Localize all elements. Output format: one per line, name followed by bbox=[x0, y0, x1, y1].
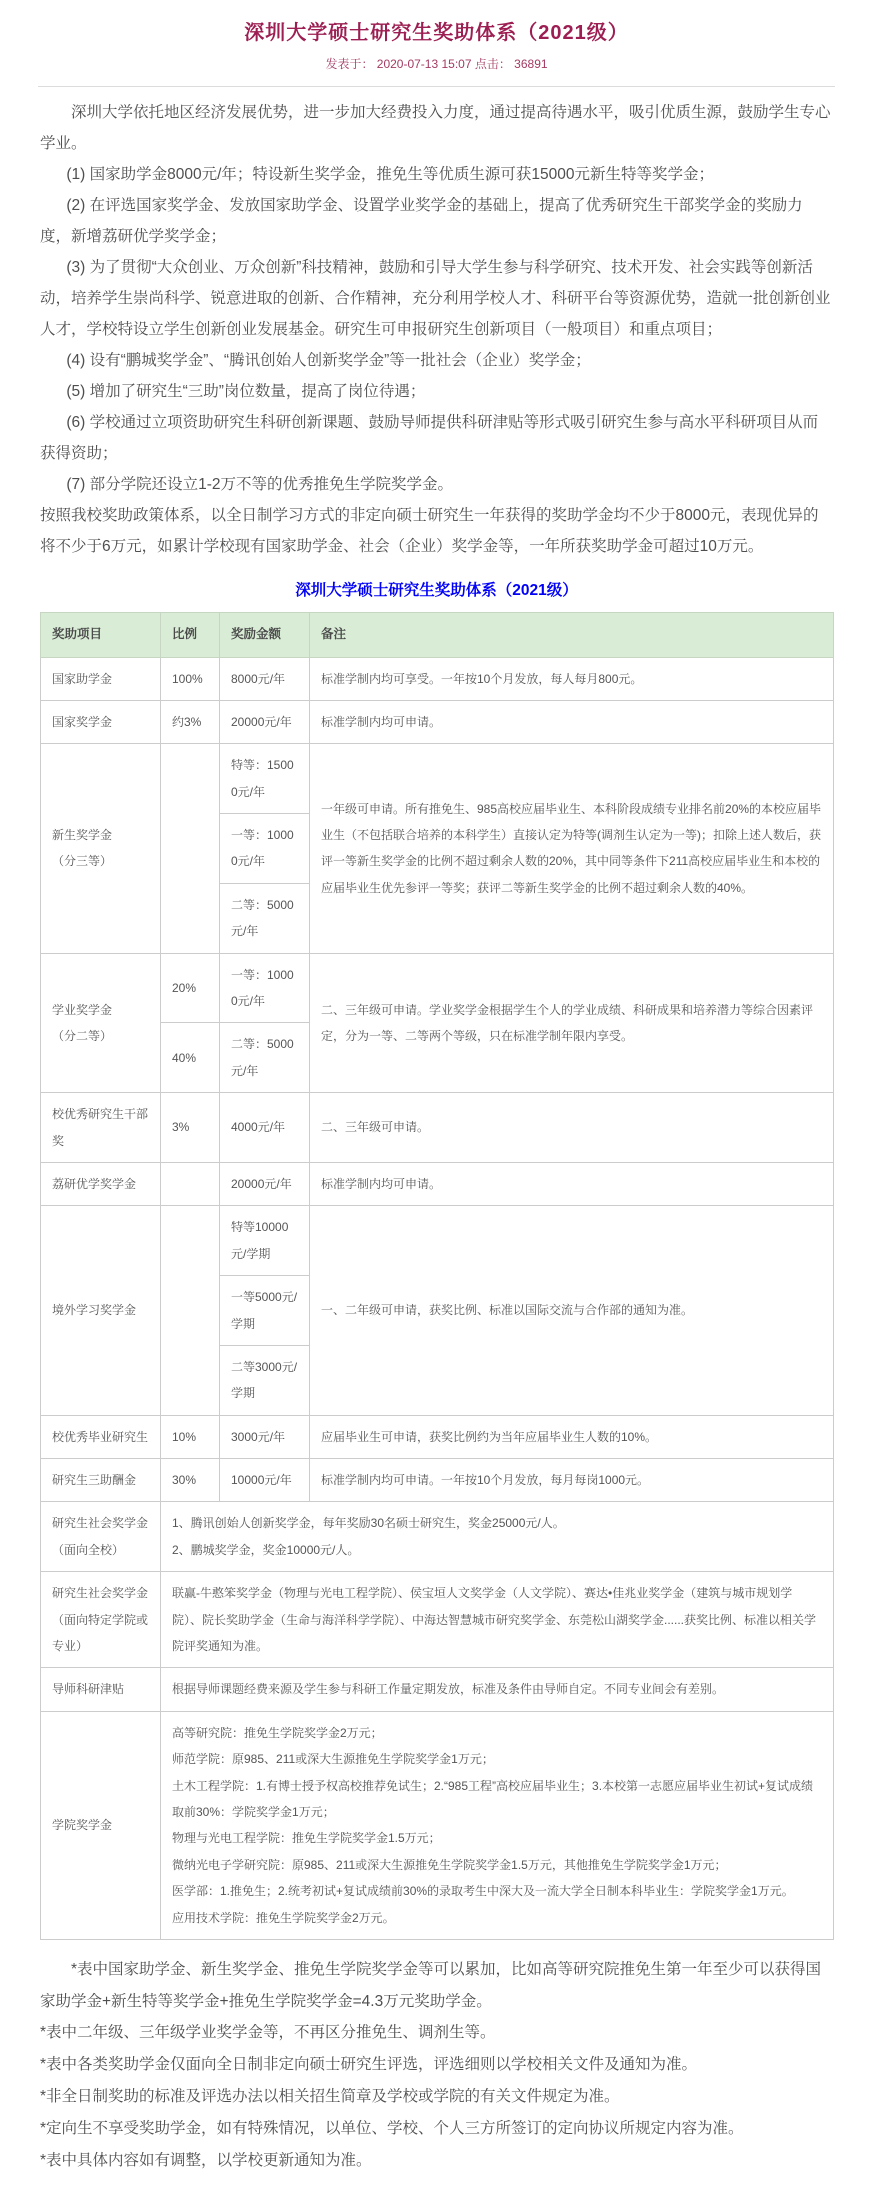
cell-amount: 二等：5000元/年 bbox=[220, 883, 310, 953]
header-cell-item: 奖助项目 bbox=[41, 613, 161, 658]
table-row bbox=[41, 1711, 834, 1939]
footnotes-section bbox=[40, 1954, 833, 2176]
page-title: 深圳大学硕士研究生奖助体系（2021级） bbox=[244, 22, 629, 44]
note-line: 应用技术学院：推免生学院奖学金2万元。 bbox=[172, 1910, 395, 1925]
table-row bbox=[41, 1415, 834, 1458]
note-line: 医学部：1.推免生；2.统考初试+复试成绩前30%的录取考生中深大及一流大学全日制本科毕业生：学院奖学金1万元。 bbox=[172, 1884, 794, 1899]
cell-amount: 特等：15000元/年 bbox=[220, 744, 310, 814]
cell-note: 标准学制内均可申请。一年按10个月发放，每月每岗1000元。 bbox=[310, 1459, 834, 1502]
cell-amount: 一等：10000元/年 bbox=[220, 814, 310, 884]
intro-section bbox=[40, 97, 833, 562]
item-label: 新生奖学金 bbox=[52, 828, 113, 843]
intro-item-5: (5) 增加了研究生“三助”岗位数量，提高了岗位待遇； bbox=[66, 383, 426, 400]
item-sublabel: （分二等） bbox=[52, 1028, 113, 1043]
intro-item-3: (3) 为了贯彻“大众创业、万众创新”科技精神，鼓励和引导大学生参与科学研究、技术开发、社会实践等创新活动，培养学生崇尚科学、锐意进取的创新、合作精神，充分利用学校人才、科研平台等资源优势，造就一批创新创业人才，学校特设立学生创新创业发展基金。研究生可申报研究生创新项目（一般项目）和重点项目； bbox=[40, 259, 831, 338]
cell-item bbox=[41, 1572, 161, 1668]
cell-note: 一、二年级可申请，获奖比例、标准以国际交流与合作部的通知为准。 bbox=[310, 1206, 834, 1415]
cell-amount: 3000元/年 bbox=[220, 1415, 310, 1458]
header-cell-note: 备注 bbox=[310, 613, 834, 658]
cell-ratio: 20% bbox=[161, 953, 220, 1023]
note-line: 土木工程学院：1.有博士授予权高校推荐免试生；2.“985工程”高校应届毕业生；3.本校第一志愿应届毕业生初试+复试成绩取前30%：学院奖学金1万元； bbox=[172, 1778, 814, 1819]
item-sublabel: （分三等） bbox=[52, 854, 113, 869]
cell-amount: 二等：5000元/年 bbox=[220, 1023, 310, 1093]
table-row bbox=[41, 1459, 834, 1502]
table-title: 深圳大学硕士研究生奖助体系（2021级） bbox=[295, 582, 578, 599]
cell-amount: 二等3000元/学期 bbox=[220, 1345, 310, 1415]
intro-item-2: (2) 在评选国家奖学金、发放国家助学金、设置学业奖学金的基础上，提高了优秀研究生干部奖学金的奖励力度，新增荔研优学奖学金； bbox=[40, 197, 803, 245]
cell-note-merged bbox=[161, 1711, 834, 1939]
table-row bbox=[41, 1668, 834, 1711]
cell-item: 研究生三助酬金 bbox=[41, 1459, 161, 1502]
cell-note-merged: 根据导师课题经费来源及学生参与科研工作量定期发放，标准及条件由导师自定。不同专业间会有差别。 bbox=[161, 1668, 834, 1711]
cell-note: 一年级可申请。所有推免生、985高校应届毕业生、本科阶段成绩专业排名前20%的本校应届毕业生（不包括联合培养的本科学生）直接认定为特等(调剂生认定为一等)；扣除上述人数后，获评一等新生奖学金的比例不超过剩余人数的20%，其中同等条件下211高校应届毕业生和本校的应届毕业生优先参评一等奖；获评二等新生奖学金的比例不超过剩余人数的40%。 bbox=[310, 744, 834, 953]
cell-note: 标准学制内均可申请。 bbox=[310, 700, 834, 743]
header-cell-ratio: 比例 bbox=[161, 613, 220, 658]
cell-ratio-empty bbox=[161, 1206, 220, 1415]
footnote: *表中二年级、三年级学业奖学金等，不再区分推免生、调剂生等。 bbox=[40, 2024, 496, 2042]
header-cell-amount: 奖励金额 bbox=[220, 613, 310, 658]
note-line: 2、鹏城奖学金，奖金10000元/人。 bbox=[172, 1542, 360, 1557]
cell-ratio-empty bbox=[161, 744, 220, 953]
table-row bbox=[41, 657, 834, 700]
intro-item-4: (4) 设有“鹏城奖学金”、“腾讯创始人创新奖学金”等一批社会（企业）奖学金； bbox=[66, 352, 591, 369]
table-row bbox=[41, 744, 834, 814]
table-header-row bbox=[41, 613, 834, 658]
cell-amount: 10000元/年 bbox=[220, 1459, 310, 1502]
cell-ratio: 30% bbox=[161, 1459, 220, 1502]
intro-item-7: (7) 部分学院还设立1-2万不等的优秀推免生学院奖学金。 bbox=[66, 476, 453, 493]
note-line: 微纳光电子学研究院：原985、211或深大生源推免生学院奖学金1.5万元，其他推免生学院奖学金1万元； bbox=[172, 1857, 727, 1872]
intro-summary: 按照我校奖助政策体系，以全日制学习方式的非定向硕士研究生一年获得的奖助学金均不少于8000元，表现优异的将不少于6万元，如累计学校现有国家助学金、社会（企业）奖学金等，一年所获奖助学金可超过10万元。 bbox=[40, 507, 819, 555]
cell-item: 荔研优学奖学金 bbox=[41, 1162, 161, 1205]
cell-ratio-empty bbox=[161, 1162, 220, 1205]
cell-item bbox=[41, 1502, 161, 1572]
cell-note: 应届毕业生可申请，获奖比例约为当年应届毕业生人数的10%。 bbox=[310, 1415, 834, 1458]
table-row bbox=[41, 1572, 834, 1668]
table-row bbox=[41, 1502, 834, 1572]
table-row bbox=[41, 953, 834, 1023]
footnote: *非全日制奖助的标准及评选办法以相关招生简章及学校或学院的有关文件规定为准。 bbox=[40, 2088, 620, 2106]
footnote: *表中具体内容如有调整，以学校更新通知为准。 bbox=[40, 2151, 372, 2169]
note-line: 物理与光电工程学院：推免生学院奖学金1.5万元； bbox=[172, 1831, 441, 1846]
cell-amount: 20000元/年 bbox=[220, 1162, 310, 1205]
note-line: 1、腾讯创始人创新奖学金，每年奖励30名硕士研究生，奖金25000元/人。 bbox=[172, 1516, 565, 1531]
footnote: *定向生不享受奖助学金，如有特殊情况，以单位、学校、个人三方所签订的定向协议所规定内容为准。 bbox=[40, 2119, 744, 2137]
cell-item: 学院奖学金 bbox=[41, 1711, 161, 1939]
intro-item-1: (1) 国家助学金8000元/年；特设新生奖学金，推免生等优质生源可获15000元新生特等奖学金； bbox=[66, 166, 714, 183]
header-divider bbox=[38, 86, 835, 87]
cell-amount: 8000元/年 bbox=[220, 657, 310, 700]
intro-item-6: (6) 学校通过立项资助研究生科研创新课题、鼓励导师提供科研津贴等形式吸引研究生参与高水平科研项目从而获得资助； bbox=[40, 414, 819, 462]
cell-item bbox=[41, 744, 161, 953]
publish-meta: 发表于： 2020-07-13 15:07 点击： 36891 bbox=[325, 57, 548, 71]
note-line: 高等研究院：推免生学院奖学金2万元； bbox=[172, 1725, 383, 1740]
cell-note-merged: 联赢-牛憨笨奖学金（物理与光电工程学院）、侯宝垣人文奖学金（人文学院）、赛达•佳兆业奖学金（建筑与城市规划学院）、院长奖助学金（生命与海洋科学学院）、中海达智慧城市研究奖学金、东莞松山湖奖学金......获奖比例、标准以相关学院评奖通知为准。 bbox=[161, 1572, 834, 1668]
item-label: 研究生社会奖学金 bbox=[52, 1586, 149, 1601]
footnote: *表中各类奖助学金仅面向全日制非定向硕士研究生评选，评选细则以学校相关文件及通知为准。 bbox=[40, 2056, 698, 2074]
table-row bbox=[41, 1206, 834, 1276]
item-label: 学业奖学金 bbox=[52, 1002, 113, 1017]
footnote: *表中国家助学金、新生奖学金、推免生学院奖学金等可以累加，比如高等研究院推免生第一年至少可以获得国家助学金+新生特等奖学金+推免生学院奖学金=4.3万元奖助学金。 bbox=[40, 1960, 822, 2010]
cell-amount: 一等5000元/学期 bbox=[220, 1276, 310, 1346]
table-row bbox=[41, 1162, 834, 1205]
intro-paragraph: 深圳大学依托地区经济发展优势，进一步加大经费投入力度，通过提高待遇水平，吸引优质生源，鼓励学生专心学业。 bbox=[40, 104, 831, 152]
note-line: 师范学院：原985、211或深大生源推免生学院奖学金1万元； bbox=[172, 1752, 494, 1767]
cell-note: 标准学制内均可享受。一年按10个月发放，每人每月800元。 bbox=[310, 657, 834, 700]
cell-item: 国家助学金 bbox=[41, 657, 161, 700]
cell-amount: 特等10000元/学期 bbox=[220, 1206, 310, 1276]
cell-item: 校优秀毕业研究生 bbox=[41, 1415, 161, 1458]
cell-amount: 20000元/年 bbox=[220, 700, 310, 743]
cell-note-merged bbox=[161, 1502, 834, 1572]
cell-item bbox=[41, 953, 161, 1093]
cell-note: 二、三年级可申请。学业奖学金根据学生个人的学业成绩、科研成果和培养潜力等综合因素评定，分为一等、二等两个等级，只在标准学制年限内享受。 bbox=[310, 953, 834, 1093]
cell-item: 国家奖学金 bbox=[41, 700, 161, 743]
cell-note: 标准学制内均可申请。 bbox=[310, 1162, 834, 1205]
cell-item: 导师科研津贴 bbox=[41, 1668, 161, 1711]
cell-ratio: 10% bbox=[161, 1415, 220, 1458]
item-sublabel: （面向全校） bbox=[52, 1542, 125, 1557]
cell-amount: 一等：10000元/年 bbox=[220, 953, 310, 1023]
scholarship-table bbox=[40, 612, 834, 1940]
cell-ratio: 3% bbox=[161, 1093, 220, 1163]
cell-ratio: 40% bbox=[161, 1023, 220, 1093]
cell-ratio: 约3% bbox=[161, 700, 220, 743]
table-row bbox=[41, 1093, 834, 1163]
cell-item: 境外学习奖学金 bbox=[41, 1206, 161, 1415]
item-sublabel: （面向特定学院或专业） bbox=[52, 1612, 149, 1654]
cell-ratio: 100% bbox=[161, 657, 220, 700]
item-label: 研究生社会奖学金 bbox=[52, 1516, 149, 1531]
table-row bbox=[41, 700, 834, 743]
cell-note: 二、三年级可申请。 bbox=[310, 1093, 834, 1163]
cell-amount: 4000元/年 bbox=[220, 1093, 310, 1163]
cell-item: 校优秀研究生干部奖 bbox=[41, 1093, 161, 1163]
